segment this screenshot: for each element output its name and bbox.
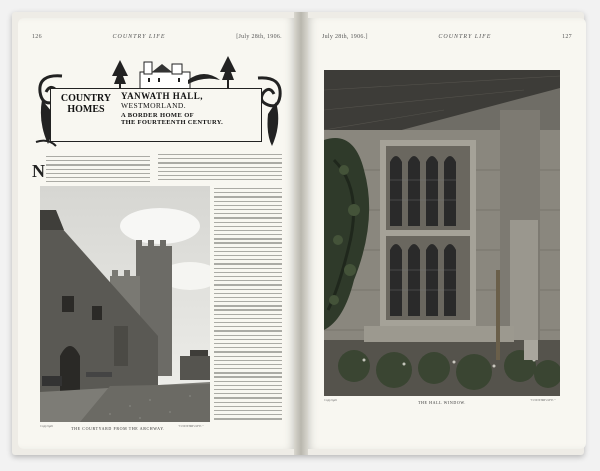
left-date: [July 28th, 1906. <box>236 34 282 40</box>
section-heading <box>59 93 113 115</box>
right-running-title: COUNTRY LIFE <box>438 34 492 40</box>
courtyard-photo <box>40 186 210 422</box>
left-photo-credit-right: "COUNTRY LIFE." <box>178 424 204 428</box>
left-photo-caption: THE COURTYARD FROM THE ARCHWAY. <box>71 426 165 431</box>
house-name: YANWATH HALL, <box>121 91 204 101</box>
hall-window-photo-image <box>324 70 560 396</box>
article-title <box>121 91 259 126</box>
subtitle-line-1: A BORDER HOME OF <box>121 112 195 119</box>
right-photo-credit-right: "COUNTRY LIFE." <box>530 398 556 402</box>
intro-text-column-2 <box>158 154 282 184</box>
left-page <box>18 18 294 449</box>
right-running-header <box>322 34 572 40</box>
magazine-spread <box>12 12 584 455</box>
right-date: July 28th, 1906.] <box>322 34 368 40</box>
heading-country: COUNTRY <box>60 93 112 104</box>
page-gutter <box>294 12 308 455</box>
left-photo-credit-left: Copyright <box>40 424 53 428</box>
heading-homes: HOMES <box>67 104 105 115</box>
intro-text-column-1 <box>46 156 150 184</box>
county-name: WESTMORLAND. <box>121 101 187 110</box>
left-page-number: 126 <box>32 34 42 40</box>
right-page-number: 127 <box>562 34 572 40</box>
article-title-banner <box>32 48 282 154</box>
body-text-right-column <box>214 188 282 424</box>
hall-window-photo <box>324 70 560 396</box>
subtitle-line-2: THE FOURTEENTH CENTURY. <box>121 119 224 126</box>
drop-cap: N <box>32 161 45 181</box>
courtyard-photo-image <box>40 186 210 422</box>
title-box <box>50 88 262 142</box>
left-running-title: COUNTRY LIFE <box>112 34 166 40</box>
right-photo-credit-left: Copyright <box>324 398 337 402</box>
right-page <box>308 18 586 449</box>
right-photo-caption: THE HALL WINDOW. <box>417 400 466 405</box>
left-running-header <box>32 34 282 40</box>
